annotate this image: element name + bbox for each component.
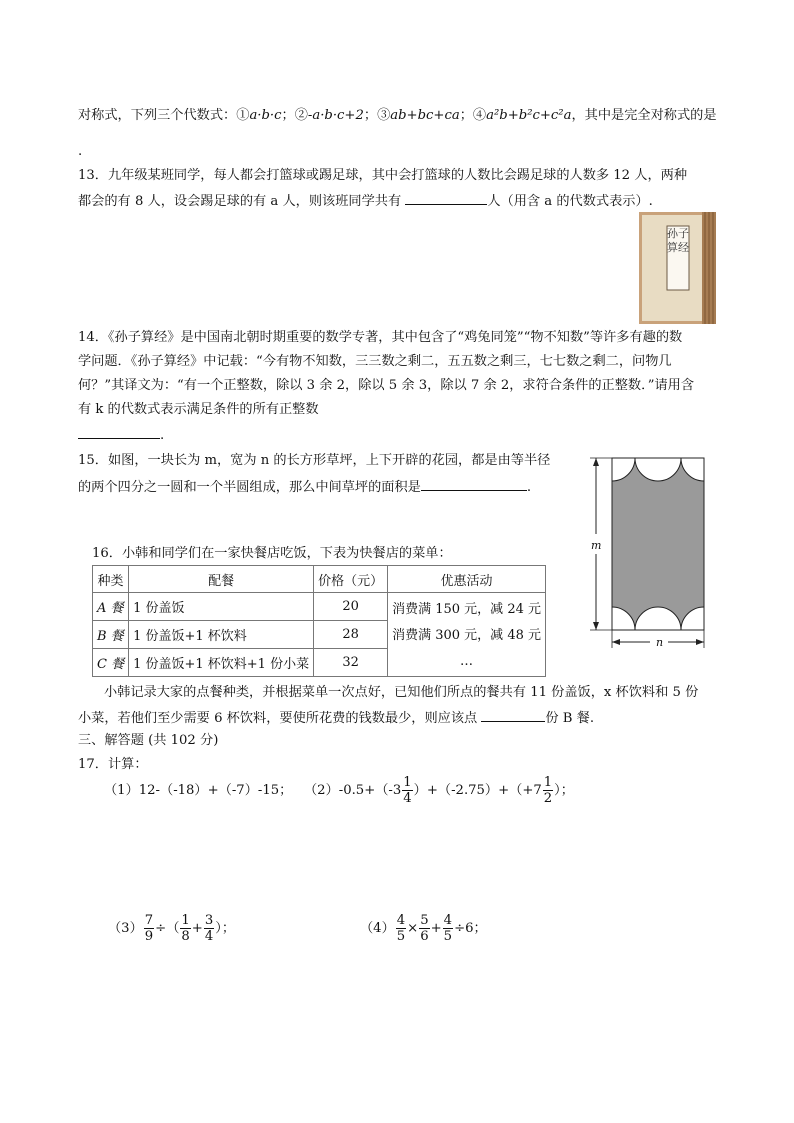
book-title: 孙子算经 xyxy=(667,227,689,254)
row-type: A 餐 xyxy=(93,593,129,621)
q16-intro: 16．小韩和同学们在一家快餐店吃饭，下表为快餐店的菜单： xyxy=(92,546,452,561)
fraction: $\frac{4}{5}$ xyxy=(443,913,453,944)
q14-line1: 14．《孙子算经》是中国南北朝时期重要的数学专著，其中包含了“鸡兔同笼”“物不知数”等许多有趣的数 xyxy=(78,330,683,345)
row-type: C 餐 xyxy=(93,649,129,677)
table-row xyxy=(93,593,546,621)
row-meal: 1 份盖饭 xyxy=(129,593,314,621)
promo-3: … xyxy=(460,654,474,669)
q14-line2: 学问题．《孙子算经》中记载：“今有物不知数，三三数之剩二，五五数之剩三，七七数之剩二，问物几 xyxy=(78,354,672,369)
row-price: 28 xyxy=(314,621,388,649)
q17-part3: （3） $\frac{7}{9}$ ÷（ $\frac{1}{8}$ + $\frac{3}{4}$ ）； xyxy=(108,913,236,944)
fraction: $\frac{3}{4}$ xyxy=(204,913,214,944)
row-meal: 1 份盖饭+1 杯饮料 xyxy=(129,621,314,649)
q13-line1: 13．九年级某班同学，每人都会打篮球或踢足球，其中会打篮球的人数比会踢足球的人数多 12 人，两种 xyxy=(78,168,688,183)
header-promo: 优惠活动 xyxy=(388,566,546,593)
q17-part2: （2）-0.5+（-3 $\frac{1}{4}$ ）+（-2.75）+（+7 $\frac{1}{2}$ ）； xyxy=(304,775,574,806)
row-meal: 1 份盖饭+1 杯饮料+1 份小菜 xyxy=(129,649,314,677)
q14-line5: . xyxy=(78,424,164,446)
q12-line1: 对称式，下列三个代数式：①a·b·c；②-a·b·c+2；③ab+bc+ca；④a²b+b²c+c²a，其中是完全对称式的是 xyxy=(78,108,717,123)
section-title: 三、解答题 (共 102 分) xyxy=(78,733,219,748)
row-type: B 餐 xyxy=(93,621,129,649)
header-type: 种类 xyxy=(93,566,129,593)
row-price: 20 xyxy=(314,593,388,621)
row-price: 32 xyxy=(314,649,388,677)
fraction: $\frac{1}{8}$ xyxy=(181,913,190,944)
q15-line2: 的两个四分之一圆和一个半圆组成，那么中间草坪的面积是 . xyxy=(78,476,531,498)
fraction: $\frac{1}{2}$ xyxy=(543,775,553,806)
fraction: $\frac{5}{6}$ xyxy=(420,913,429,944)
q16-line2: 小菜，若他们至少需要 6 杯饮料，要使所花费的钱数最少，则应该点 份 B 餐. xyxy=(78,707,594,729)
q13-answer-blank[interactable] xyxy=(405,190,487,205)
q15-line1: 15．如图，一块长为 m，宽为 n 的长方形草坪，上下开辟的花园，都是由等半径 xyxy=(78,453,551,468)
promo-1: 消费满 150 元，减 24 元 xyxy=(392,602,541,617)
lawn-figure xyxy=(582,450,712,660)
q17-title: 17．计算： xyxy=(78,757,148,772)
figure-label-m: m xyxy=(591,539,602,552)
menu-header-row xyxy=(93,566,546,593)
q14-line3: 何？”其译文为：“有一个正整数，除以 3 余 2，除以 5 余 3，除以 7 余 2，求符合条件的正整数．”请用含 xyxy=(78,378,695,393)
q12-line2: . xyxy=(78,144,83,159)
menu-table xyxy=(92,565,546,677)
q17-part4: （4） $\frac{4}{5}$ × $\frac{5}{6}$ + $\frac{4}{5}$ ÷6； xyxy=(360,913,487,944)
q14-line4: 有 k 的代数式表示满足条件的所有正整数 xyxy=(78,402,319,417)
q14-answer-blank[interactable] xyxy=(78,424,160,439)
q16-line1: 小韩记录大家的点餐种类，并根据菜单一次点好，已知他们所点的餐共有 11 份盖饭，x 杯饮料和 5 份 xyxy=(104,685,699,700)
promo-2: 消费满 300 元，减 48 元 xyxy=(392,628,541,643)
q17-part1: （1）12-（-18）+（-7）-15； xyxy=(104,783,293,798)
fraction: $\frac{1}{4}$ xyxy=(403,775,412,806)
q13-line2: 都会的有 8 人，设会踢足球的有 a 人，则该班同学共有 人（用含 a 的代数式表示）. xyxy=(78,190,653,212)
header-price: 价格（元） xyxy=(314,566,388,593)
fraction: $\frac{4}{5}$ xyxy=(396,913,406,944)
header-meal: 配餐 xyxy=(129,566,314,593)
q16-answer-blank[interactable] xyxy=(481,707,545,722)
q15-answer-blank[interactable] xyxy=(421,476,527,491)
promo-cell xyxy=(388,593,546,677)
fraction: $\frac{7}{9}$ xyxy=(144,913,154,944)
figure-label-n: n xyxy=(656,636,664,649)
